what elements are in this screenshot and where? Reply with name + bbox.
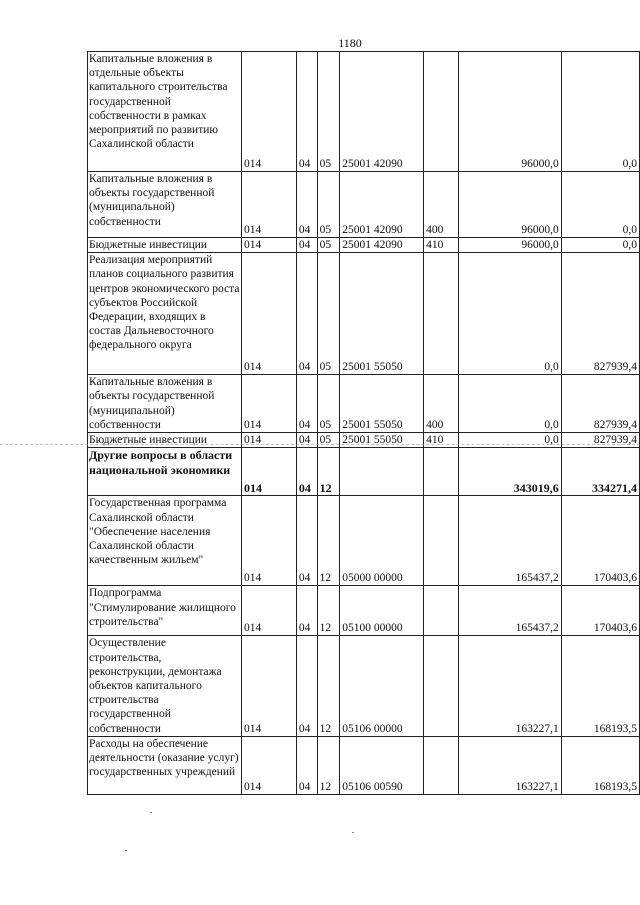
sum-year1: 96000,0 (459, 52, 562, 172)
subsection-code: 12 (317, 586, 340, 636)
section-code: 04 (296, 238, 317, 253)
target-article-code: 25001 42090 (340, 238, 424, 253)
expense-type-code (424, 448, 459, 496)
sum-year2: 0,0 (561, 52, 639, 172)
sum-year2: 827939,4 (561, 433, 639, 448)
sum-year1: 0,0 (459, 375, 562, 433)
expense-type-code: 400 (424, 172, 459, 238)
ministry-code: 014 (242, 433, 297, 448)
target-article-code: 25001 55050 (340, 433, 424, 448)
sum-year2: 827939,4 (561, 253, 639, 375)
row-name: Государственная программа Сахалинской области "Обеспечение населения Сахалинской области качественным жильем" (88, 496, 242, 586)
sum-year1: 165437,2 (459, 496, 562, 586)
section-code: 04 (296, 586, 317, 636)
section-code: 04 (296, 375, 317, 433)
section-code: 04 (296, 736, 317, 794)
subsection-code: 12 (317, 736, 340, 794)
sum-year1: 0,0 (459, 253, 562, 375)
ministry-code: 014 (242, 448, 297, 496)
row-name: Подпрограмма "Стимулирование жилищного строительства" (88, 586, 242, 636)
sum-year1: 343019,6 (459, 448, 562, 496)
subsection-code: 12 (317, 448, 340, 496)
expense-type-code: 410 (424, 433, 459, 448)
table-row (88, 52, 640, 172)
sum-year1: 165437,2 (459, 586, 562, 636)
sum-year1: 0,0 (459, 433, 562, 448)
table-row (88, 172, 640, 238)
row-name: Бюджетные инвестиции (88, 238, 242, 253)
target-article-code: 25001 42090 (340, 172, 424, 238)
target-article-code (340, 448, 424, 496)
table-row (88, 496, 640, 586)
scan-speck (150, 812, 152, 813)
sum-year1: 163227,1 (459, 636, 562, 736)
ministry-code: 014 (242, 496, 297, 586)
table-row (88, 586, 640, 636)
section-code: 04 (296, 253, 317, 375)
section-code: 04 (296, 172, 317, 238)
expense-type-code: 410 (424, 238, 459, 253)
sum-year2: 0,0 (561, 172, 639, 238)
sum-year1: 96000,0 (459, 172, 562, 238)
row-name: Бюджетные инвестиции (88, 433, 242, 448)
section-code: 04 (296, 52, 317, 172)
sum-year2: 334271,4 (561, 448, 639, 496)
target-article-code: 25001 42090 (340, 52, 424, 172)
page-number: 1180 (338, 36, 362, 50)
ministry-code: 014 (242, 586, 297, 636)
ministry-code: 014 (242, 375, 297, 433)
target-article-code: 25001 55050 (340, 375, 424, 433)
subsection-code: 05 (317, 172, 340, 238)
target-article-code: 05000 00000 (340, 496, 424, 586)
section-code: 04 (296, 448, 317, 496)
table-row (88, 253, 640, 375)
target-article-code: 25001 55050 (340, 253, 424, 375)
expense-type-code (424, 636, 459, 736)
row-name: Капитальные вложения в объекты государственной (муниципальной) собственности (88, 375, 242, 433)
row-name: Осуществление строительства, реконструкции, демонтажа объектов капитального строительства государственной собственности (88, 636, 242, 736)
row-name: Другие вопросы в области национальной экономики (88, 448, 242, 496)
subsection-code: 05 (317, 253, 340, 375)
expense-type-code (424, 496, 459, 586)
subsection-code: 05 (317, 375, 340, 433)
row-name: Капитальные вложения в объекты государственной (муниципальной) собственности (88, 172, 242, 238)
subsection-code: 05 (317, 433, 340, 448)
section-code: 04 (296, 636, 317, 736)
table-row (88, 375, 640, 433)
ministry-code: 014 (242, 172, 297, 238)
sum-year2: 0,0 (561, 238, 639, 253)
scan-speck (352, 832, 354, 833)
ministry-code: 014 (242, 238, 297, 253)
expense-type-code (424, 52, 459, 172)
subsection-code: 12 (317, 636, 340, 736)
expense-type-code (424, 586, 459, 636)
table-row (88, 636, 640, 736)
row-name: Реализация мероприятий планов социального развития центров экономического роста субъектов Российской Федерации, входящих в состав Дальневосточного федерального округа (88, 253, 242, 375)
sum-year1: 163227,1 (459, 736, 562, 794)
expense-type-code (424, 736, 459, 794)
target-article-code: 05106 00590 (340, 736, 424, 794)
row-name: Расходы на обеспечение деятельности (оказание услуг) государственных учреждений (88, 736, 242, 794)
ministry-code: 014 (242, 636, 297, 736)
table-row (88, 736, 640, 794)
sum-year2: 168193,5 (561, 736, 639, 794)
budget-table (87, 51, 640, 795)
ministry-code: 014 (242, 253, 297, 375)
subsection-code: 05 (317, 238, 340, 253)
subsection-code: 12 (317, 496, 340, 586)
sum-year2: 170403,6 (561, 586, 639, 636)
expense-type-code: 400 (424, 375, 459, 433)
ministry-code: 014 (242, 52, 297, 172)
sum-year2: 170403,6 (561, 496, 639, 586)
target-article-code: 05106 00000 (340, 636, 424, 736)
table-row (88, 433, 640, 448)
row-name: Капитальные вложения в отдельные объекты капитального строительства государственной собственности в рамках мероприятий по развитию Сахалинской области (88, 52, 242, 172)
subsection-code: 05 (317, 52, 340, 172)
expense-type-code (424, 253, 459, 375)
table-row (88, 238, 640, 253)
sum-year2: 168193,5 (561, 636, 639, 736)
section-code: 04 (296, 496, 317, 586)
sum-year2: 827939,4 (561, 375, 639, 433)
scan-artifact-line (0, 444, 640, 445)
table-row (88, 448, 640, 496)
sum-year1: 96000,0 (459, 238, 562, 253)
scan-speck (125, 850, 127, 851)
target-article-code: 05100 00000 (340, 586, 424, 636)
section-code: 04 (296, 433, 317, 448)
ministry-code: 014 (242, 736, 297, 794)
